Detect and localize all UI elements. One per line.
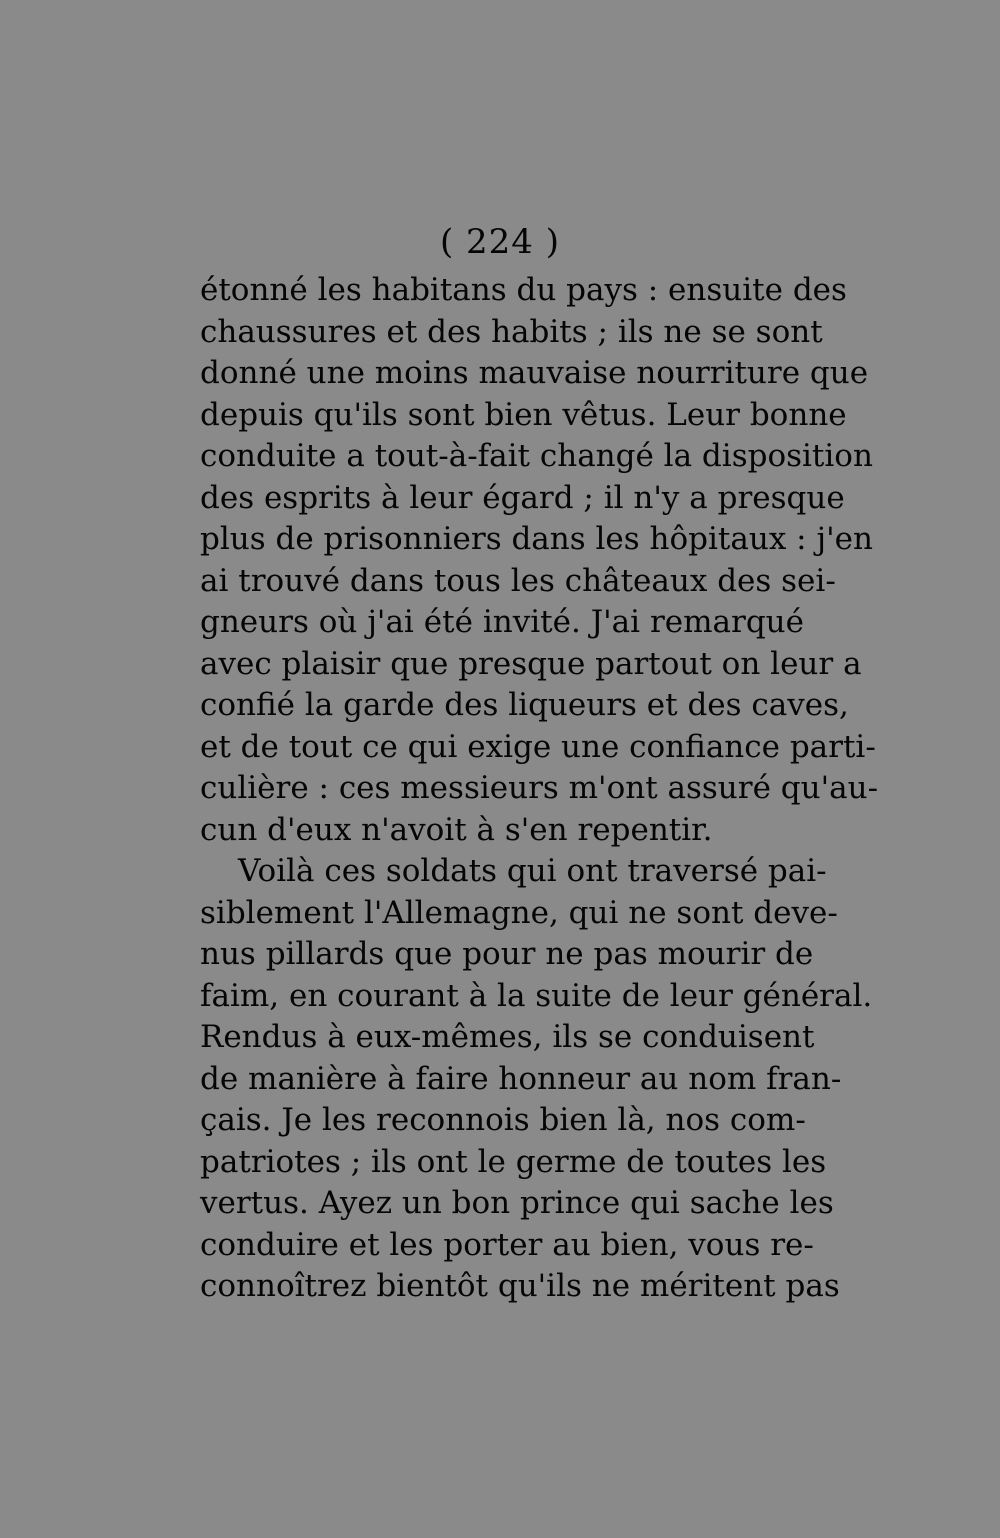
text-line: étonné les habitans du pays : ensuite des — [200, 272, 847, 308]
text-line: conduite a tout-à-fait changé la disposition — [200, 438, 873, 474]
text-line: connoîtrez bientôt qu'ils ne méritent pas — [200, 1268, 840, 1304]
text-line: plus de prisonniers dans les hôpitaux : j'en — [200, 521, 873, 557]
body-text — [200, 270, 879, 1308]
text-line: donné une moins mauvaise nourriture que — [200, 355, 869, 391]
text-line: des esprits à leur égard ; il n'y a presque — [200, 479, 845, 516]
text-line: chaussures et des habits ; ils ne se sont — [200, 313, 823, 350]
text-line: faim, en courant à la suite de leur général. — [200, 977, 873, 1014]
text-line: de manière à faire honneur au nom fran- — [200, 1060, 842, 1097]
text-line: çais. Je les reconnois bien là, nos com- — [200, 1102, 806, 1138]
text-line: patriotes ; ils ont le germe de toutes les — [200, 1143, 827, 1180]
text-line: cun d'eux n'avoit à s'en repentir. — [200, 811, 713, 848]
text-line: Rendus à eux-mêmes, ils se conduisent — [200, 1019, 815, 1055]
text-line: ai trouvé dans tous les châteaux des sei- — [200, 562, 836, 599]
text-line: vertus. Ayez un bon prince qui sache les — [200, 1185, 834, 1221]
text-line: et de tout ce qui exige une confiance parti- — [200, 728, 876, 765]
text-line: culière : ces messieurs m'ont assuré qu'au- — [200, 770, 879, 806]
text-line: Voilà ces soldats qui ont traversé pai- — [238, 853, 827, 889]
text-line: siblement l'Allemagne, qui ne sont deve- — [200, 894, 838, 931]
text-line: nus pillards que pour ne pas mourir de — [200, 936, 814, 972]
text-line: conduire et les porter au bien, vous re- — [200, 1226, 814, 1263]
text-line: depuis qu'ils sont bien vêtus. Leur bonne — [200, 396, 847, 433]
page-number: ( 224 ) — [439, 222, 561, 262]
text-line: avec plaisir que presque partout on leur a — [200, 645, 862, 682]
text-line: confié la garde des liqueurs et des caves, — [200, 687, 849, 723]
text-line: gneurs où j'ai été invité. J'ai remarqué — [200, 604, 804, 640]
